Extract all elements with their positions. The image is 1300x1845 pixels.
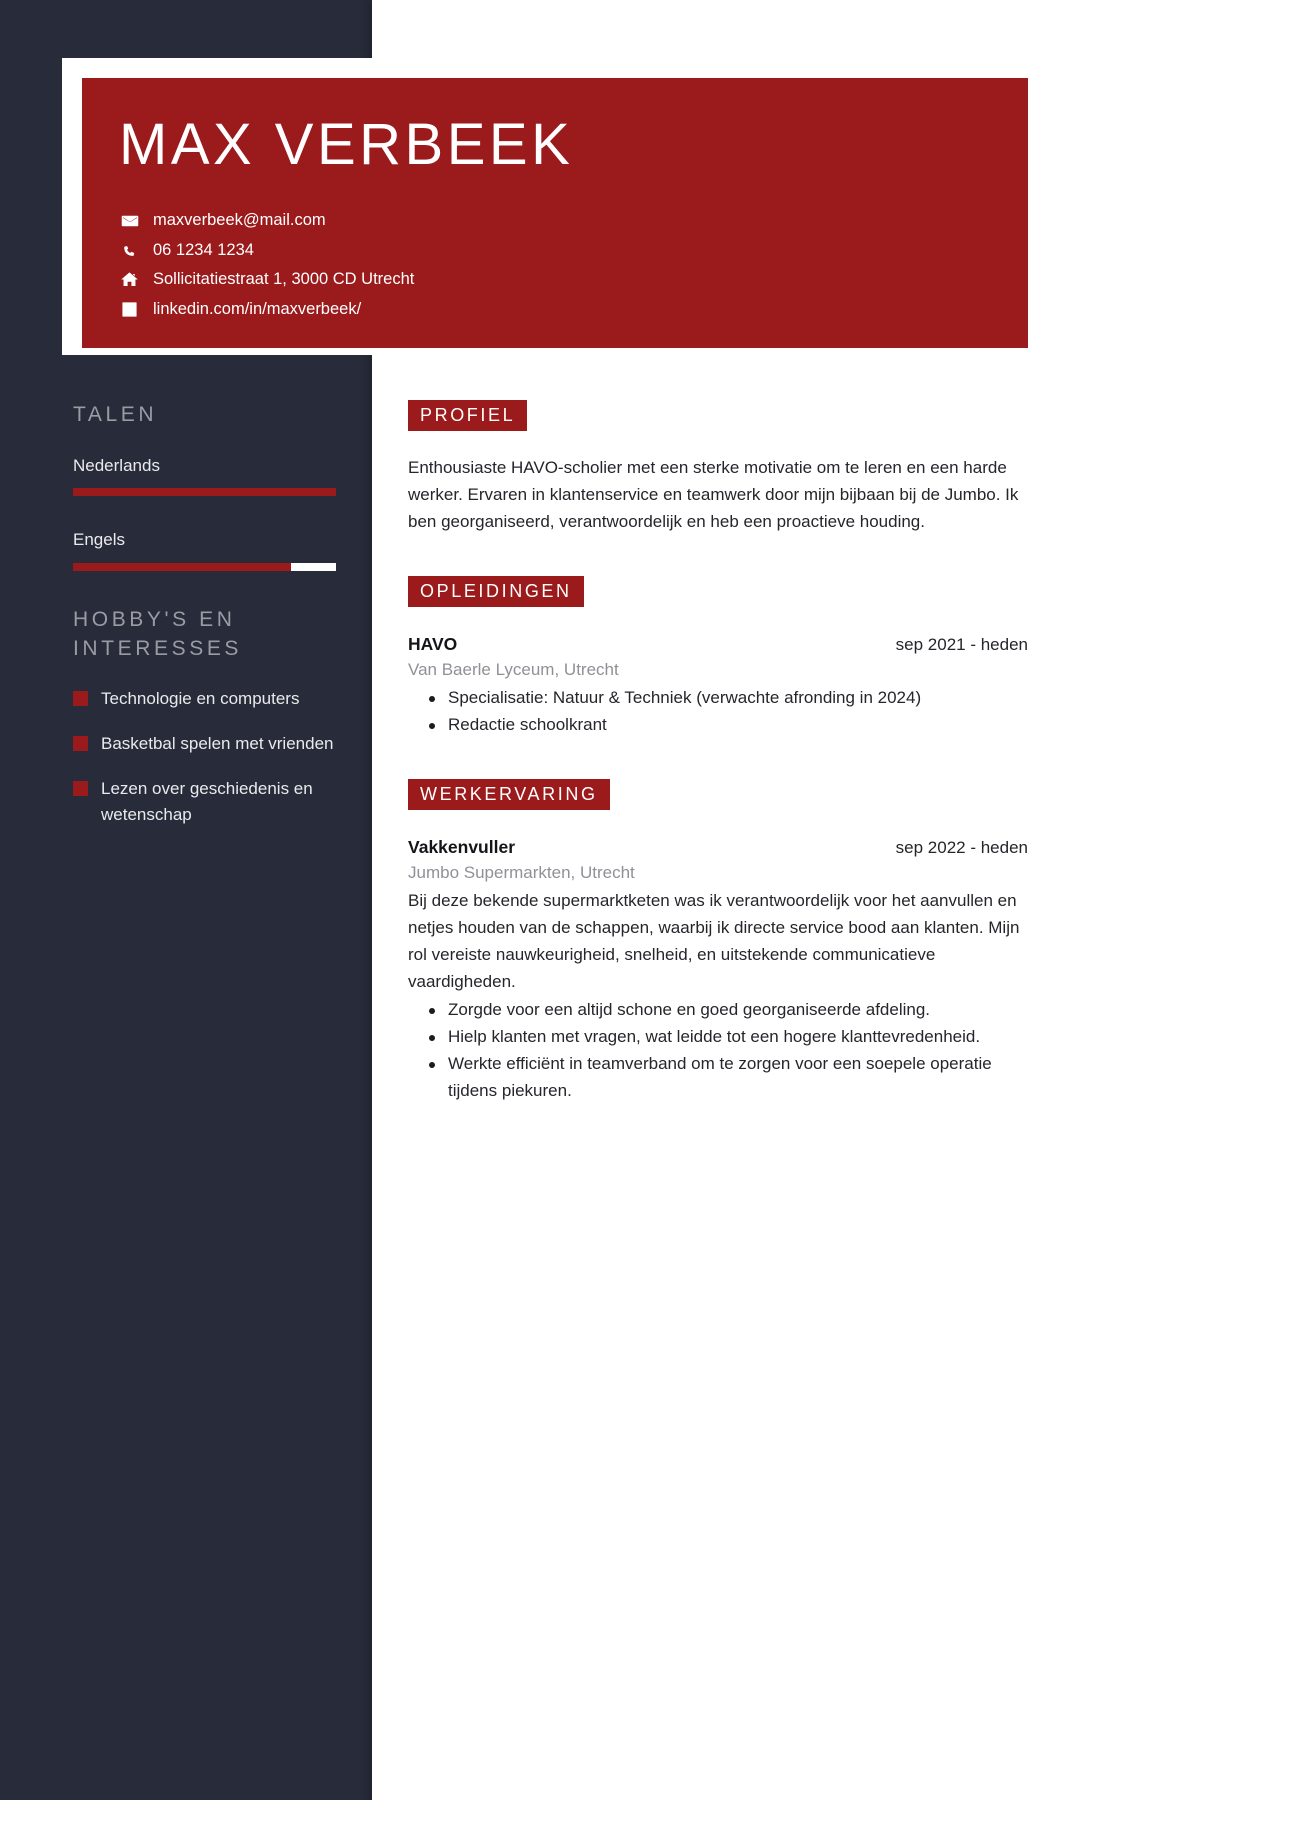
language-level-fill [73, 563, 291, 571]
section-heading-profiel: PROFIEL [408, 400, 527, 431]
square-bullet-icon [73, 691, 88, 706]
contact-phone-text: 06 1234 1234 [153, 240, 254, 259]
linkedin-icon [119, 301, 140, 318]
list-item: Redactie schoolkrant [408, 712, 1028, 739]
page-title: MAX VERBEEK [119, 112, 574, 177]
square-bullet-icon [73, 736, 88, 751]
contact-row-email[interactable] [119, 208, 1028, 234]
language-level-fill [73, 488, 336, 496]
phone-icon [119, 242, 140, 259]
entry-header [408, 631, 1028, 658]
contact-row-phone[interactable] [119, 238, 1028, 264]
list-item: Werkte efficiënt in teamverband om te zorgen voor een soepele operatie tijdens piekuren. [408, 1051, 1028, 1105]
list-item: Hielp klanten met vragen, wat leidde tot een hogere klanttevredenheid. [408, 1024, 1028, 1051]
language-level-bar [73, 488, 336, 496]
language-level-bar [73, 563, 336, 571]
hobby-text: Technologie en computers [101, 689, 300, 709]
list-item: Specialisatie: Natuur & Techniek (verwachte afronding in 2024) [408, 685, 1028, 712]
hobbies-list [73, 686, 336, 827]
main-content [408, 400, 1028, 1109]
entry-header [408, 834, 1028, 861]
language-label: Nederlands [73, 455, 160, 475]
hobby-text: Lezen over geschiedenis en wetenschap [101, 778, 313, 824]
entry-title: Vakkenvuller [408, 836, 516, 857]
contact-row-linkedin[interactable] [119, 297, 1028, 323]
language-item-engels [73, 530, 336, 570]
entry-subtitle: Van Baerle Lyceum, Utrecht [408, 660, 619, 680]
section-experience [408, 779, 1028, 1105]
section-heading-opleidingen: OPLEIDINGEN [408, 576, 584, 607]
languages-heading: TALEN [73, 403, 158, 426]
square-bullet-icon [73, 781, 88, 796]
list-item [73, 686, 336, 712]
list-item [73, 776, 336, 828]
contact-linkedin-text: linkedin.com/in/maxverbeek/ [153, 299, 362, 318]
entry-bullet-list [408, 997, 1028, 1104]
page-bottom-edge [0, 1800, 1300, 1845]
hobbies-heading: HOBBY'S EN INTERESSES [73, 607, 243, 661]
sidebar-content [73, 400, 336, 828]
entry-description: Bij deze bekende supermarktketen was ik verantwoordelijk voor het aanvullen en netjes houden van de schappen, waarbij ik directe service bood aan klanten. Mijn rol vereiste nauwkeurigheid, snelheid, en uitstekende communicatieve vaardigheden. [408, 890, 1020, 991]
envelope-icon [119, 212, 140, 230]
home-icon [119, 270, 140, 289]
contact-email-text: maxverbeek@mail.com [153, 211, 326, 229]
entry-bullet-list [408, 685, 1028, 739]
section-heading-werkervaring: WERKERVARING [408, 779, 610, 810]
header-banner [82, 78, 1028, 348]
entry-subtitle: Jumbo Supermarkten, Utrecht [408, 863, 635, 883]
experience-entry [408, 834, 1028, 1105]
language-item-nederlands [73, 456, 336, 496]
section-profile [408, 400, 1028, 536]
hobby-text: Basketbal spelen met vrienden [101, 734, 334, 754]
entry-date: sep 2022 - heden [895, 837, 1028, 857]
contact-address-text: Sollicitatiestraat 1, 3000 CD Utrecht [153, 270, 415, 289]
language-label: Engels [73, 530, 125, 550]
list-item: Zorgde voor een altijd schone en goed georganiseerde afdeling. [408, 997, 1028, 1024]
contact-list [119, 208, 1028, 322]
contact-row-address[interactable] [119, 267, 1028, 293]
education-entry [408, 631, 1028, 739]
profile-text: Enthousiaste HAVO-scholier met een sterke motivatie om te leren en een harde werker. Ervaren in klantenservice en teamwerk door mijn bijbaan bij de Jumbo. Ik ben georganiseerd, verantwoordelijk en heb een proactieve houding. [408, 458, 1019, 531]
section-education [408, 576, 1028, 739]
list-item [73, 731, 336, 757]
entry-date: sep 2021 - heden [895, 634, 1028, 654]
entry-title: HAVO [408, 633, 458, 654]
